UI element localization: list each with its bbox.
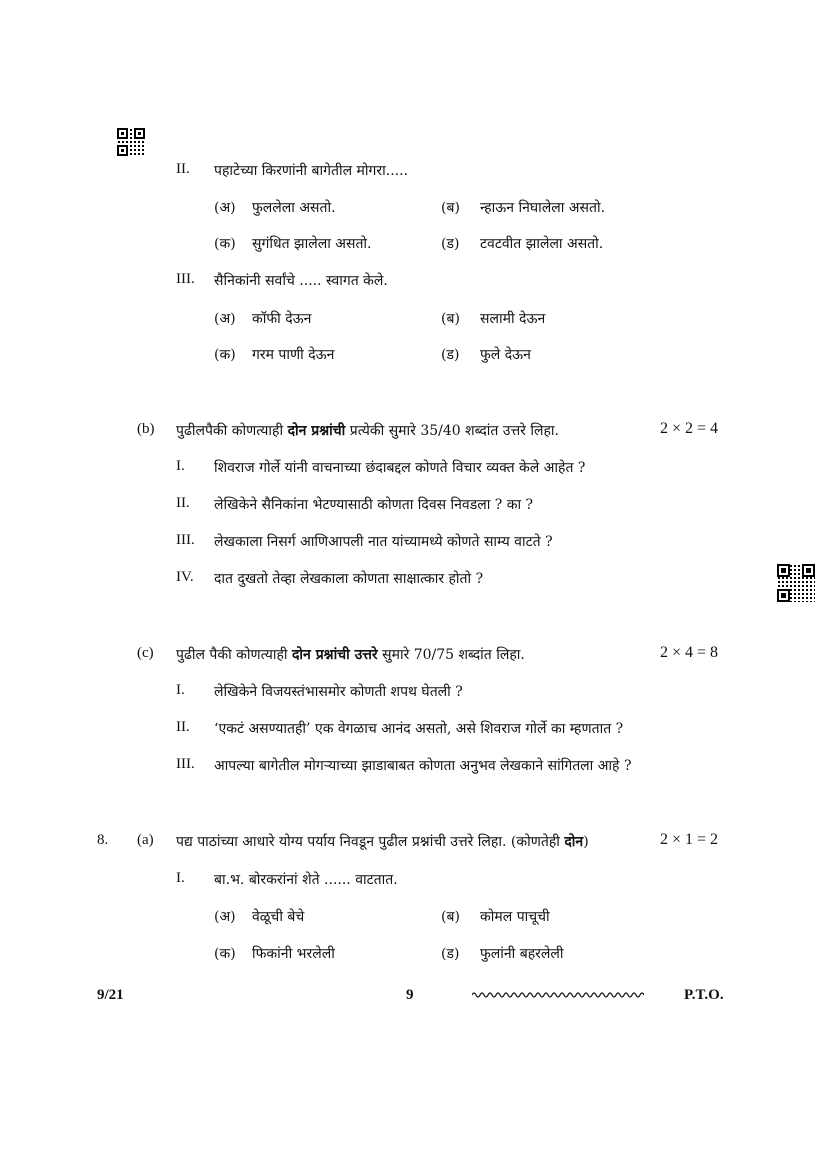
option-text: कॉफी देऊन <box>252 311 312 327</box>
wavy-line-decoration <box>472 990 644 1000</box>
question-text: ‘एकटं असण्यातही’ एक वेगळाच आनंद असतो, असे शिवराज गोर्ले का म्हणतात ? <box>214 721 624 737</box>
option-text: फिकांनी भरलेली <box>252 946 335 962</box>
page-number: 9 <box>406 987 414 1003</box>
question-text: आपल्या बागेतील मोगऱ्याच्या झाडाबाबत कोणता अनुभव लेखकाने सांगितला आहे ? <box>214 758 632 774</box>
option-label: (ड) <box>441 236 460 252</box>
question-text: दात दुखतो तेव्हा लेखकाला कोणता साक्षात्कार होतो ? <box>214 571 484 587</box>
option-text: वेळूची बेचे <box>252 909 305 925</box>
question-number: 8. <box>97 832 109 848</box>
option-text: कोमल पाचूची <box>480 909 550 925</box>
option-text: टवटवीत झालेला असतो. <box>480 236 604 252</box>
section-label: (a) <box>137 832 154 848</box>
section-label: (b) <box>137 421 155 437</box>
marks: 2 × 1 = 2 <box>660 831 719 848</box>
question-number: II. <box>176 161 190 177</box>
question-number: III. <box>176 532 195 548</box>
section-instruction: पद्य पाठांच्या आधारे योग्य पर्याय निवडून पुढील प्रश्नांची उत्तरे लिहा. (कोणतेही दोन) <box>176 834 589 850</box>
question-number: III. <box>176 756 195 772</box>
question-number: II. <box>176 719 190 735</box>
section-instruction: पुढीलपैकी कोणत्याही दोन प्रश्नांची प्रत्येकी सुमारे 35/40 शब्दांत उत्तरे लिहा. <box>176 423 559 439</box>
option-text: सलामी देऊन <box>480 311 546 327</box>
question-text: बा.भ. बोरकरांनां शेते ...... वाटतात. <box>214 872 398 888</box>
question-text: लेखिकेने विजयस्तंभासमोर कोणती शपथ घेतली ? <box>214 684 463 700</box>
option-label: (अ) <box>214 909 236 925</box>
option-text: फुले देऊन <box>480 347 531 363</box>
question-number: I. <box>176 682 185 698</box>
section-instruction: पुढील पैकी कोणत्याही दोन प्रश्नांची उत्तरे सुमारे 70/75 शब्दांत लिहा. <box>176 647 525 663</box>
option-text: गरम पाणी देऊन <box>252 347 335 363</box>
option-label: (ब) <box>441 200 460 216</box>
option-label: (अ) <box>214 200 236 216</box>
option-text: सुगंधित झालेला असतो. <box>252 236 372 252</box>
option-label: (क) <box>214 236 236 252</box>
question-text: सैनिकांनी सर्वांचे ..... स्वागत केले. <box>214 273 388 289</box>
qr-code-icon <box>117 128 145 156</box>
section-label: (c) <box>137 645 154 661</box>
question-number: I. <box>176 458 185 474</box>
option-label: (ब) <box>441 311 460 327</box>
option-text: फुललेला असतो. <box>252 200 336 216</box>
option-label: (अ) <box>214 311 236 327</box>
question-text: शिवराज गोर्ले यांनी वाचनाच्या छंदाबद्दल कोणते विचार व्यक्त केले आहेत ? <box>214 460 586 476</box>
question-number: II. <box>176 495 190 511</box>
option-label: (क) <box>214 946 236 962</box>
option-text: न्हाऊन निघालेला असतो. <box>480 200 606 216</box>
question-number: I. <box>176 870 185 886</box>
question-number: III. <box>176 271 195 287</box>
option-text: फुलांनी बहरलेली <box>480 946 564 962</box>
question-number: IV. <box>176 569 194 585</box>
question-text: लेखकाला निसर्ग आणिआपली नात यांच्यामध्ये कोणते साम्य वाटते ? <box>214 534 553 550</box>
question-text: लेखिकेने सैनिकांना भेटण्यासाठी कोणता दिवस निवडला ? का ? <box>214 497 534 513</box>
option-label: (ब) <box>441 909 460 925</box>
question-text: पहाटेच्या किरणांनी बागेतील मोगरा..... <box>214 163 409 179</box>
marks: 2 × 2 = 4 <box>660 420 719 437</box>
pto-text: P.T.O. <box>684 987 724 1003</box>
option-label: (क) <box>214 347 236 363</box>
option-label: (ड) <box>441 946 460 962</box>
paper-code: 9/21 <box>97 987 124 1003</box>
marks: 2 × 4 = 8 <box>660 644 719 661</box>
option-label: (ड) <box>441 347 460 363</box>
qr-code-icon <box>777 564 815 602</box>
